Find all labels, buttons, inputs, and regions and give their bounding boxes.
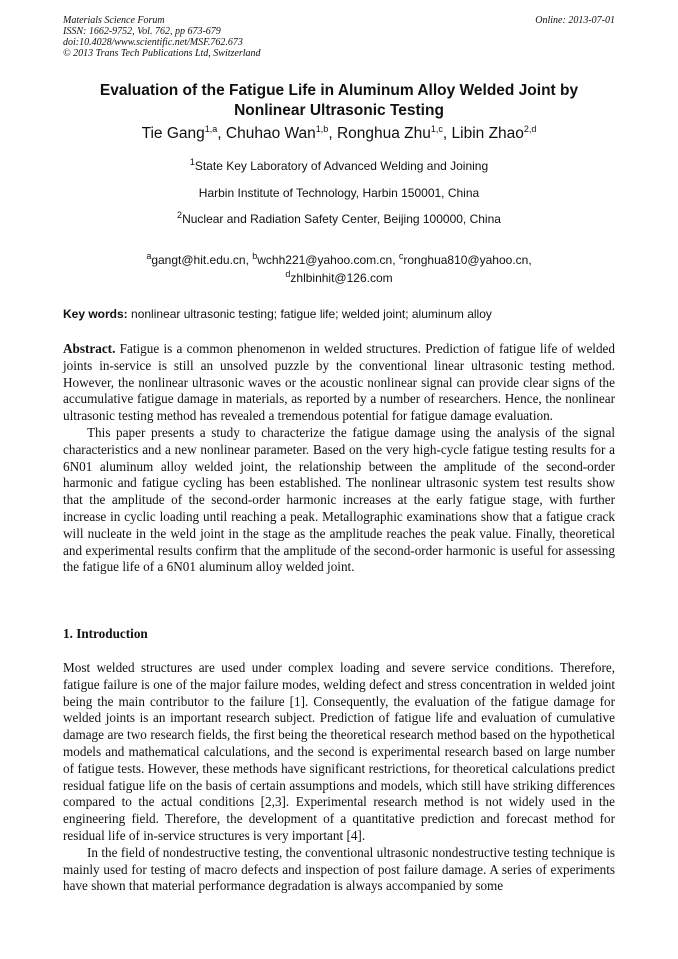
email-address: ronghua810@yahoo.cn: [403, 253, 529, 267]
email-line-1: $^a$gangt@hit.edu.cn, $^b$wchh221@yahoo.com.cn, $^c$ronghua810@yahoo.cn,: [146, 251, 532, 267]
email-address: zhlbinhit@126.com: [290, 271, 393, 285]
email-line-2: [63, 270, 615, 286]
title-line-1: Evaluation of the Fatigue Life in Aluminum Alloy Welded Joint by: [99, 82, 579, 99]
abstract-paragraph-2: This paper presents a study to characterize the fatigue damage using the analysis of the signal characteristics and a new nonlinear parameter. Based on the very high-cycle fatigue testing results for a 6N01 aluminum alloy welded joint, the relationship between the amplitude of the second-order harmonic and fatigue cycling has been established. The nonlinear ultrasonic system test results show that the amplitude of the second-order harmonic increases at the early fatigue stage, with further increase in cyclic loading until reaching a peak. Metallographic examinations show that a fatigue crack will nucleate in the weld joint in the stage as the amplitude reaches the peak value. Finally, theoretical and experimental results confirm that the amplitude of the second-order harmonic is useful for assessing the fatigue life of a 6N01 aluminum alloy welded joint.: [63, 424, 615, 575]
journal-name: Materials Science Forum: [63, 15, 165, 26]
author-sup: 1,b: [315, 123, 329, 134]
affiliation-sup: 1: [189, 157, 195, 167]
author-sup: 1,a: [204, 123, 218, 134]
copyright-line: © 2013 Trans Tech Publications Ltd, Switzerland: [63, 48, 261, 59]
abstract-paragraph-1: [63, 341, 615, 425]
issn-line: ISSN: 1662-9752, Vol. 762, pp 673-679: [63, 26, 221, 37]
journal-header: [63, 15, 615, 59]
email-sup: b: [252, 251, 258, 261]
email-sup: a: [146, 251, 152, 261]
title-line-2: Nonlinear Ultrasonic Testing: [234, 102, 444, 119]
keywords: [63, 306, 615, 322]
author-name: Tie Gang: [141, 125, 205, 142]
author-sup: 2,d: [523, 123, 537, 134]
affiliation-text: Nuclear and Radiation Safety Center, Beijing 100000, China: [182, 212, 501, 226]
paper-title: [63, 81, 615, 121]
intro-paragraph-2: In the field of nondestructive testing, the conventional ultrasonic nondestructive testing technique is mainly used for testing of macro defects and inspection of post failure damage. A series of experiments have shown that material performance degradation is always accompanied by some: [63, 844, 615, 894]
section-heading: 1. Introduction: [63, 626, 148, 641]
affiliation-2: [63, 211, 615, 227]
abstract-label: Abstract.: [63, 341, 116, 356]
author-sup: 1,c: [430, 123, 443, 134]
author-name: Chuhao Wan: [225, 125, 316, 142]
keywords-text: nonlinear ultrasonic testing; fatigue life; welded joint; aluminum alloy: [131, 307, 492, 321]
abstract-text: Fatigue is a common phenomenon in welded structures. Prediction of fatigue life of welded joints in-service is still an unsolved puzzle by the conventional linear ultrasonic testing method. However, the nonlinear ultrasonic waves or the acoustic nonlinear signal can provide clear signs of the accumulative fatigue damage in materials, as reported by a number of researchers. Hence, the nonlinear ultrasonic testing method has revealed a tremendous potential for fatigue damage evaluation.: [63, 341, 616, 424]
abstract: [63, 341, 615, 576]
affiliation-sup: 2: [177, 210, 183, 220]
author-name: Ronghua Zhu: [336, 125, 431, 142]
intro-paragraph-1: Most welded structures are used under complex loading and severe service conditions. Therefore, fatigue failure is one of the major failure modes, welding defect and stress concentration in welded joint being the main contributor to the failure [1]. Consequently, the evaluation of the fatigue damage for welded joints is an important research subject. Prediction of fatigue life and evaluation of cumulative damage are two research fields, the first being the theoretical research method based on the hypothetical models and mathematical calculations, and the second is experimental research based on large number of fatigue tests. However, these methods have significant restrictions, for theoretical calculations predict residual fatigue life on the basis of certain assumptions and models, which still have striking differences compared to the actual conditions [2,3]. Experimental research method is not widely used in the engineering field. Therefore, the development of a quantitative prediction and forecast method for residual life of in-service structures is very important [4].: [63, 660, 615, 843]
email-sup: c: [398, 251, 404, 261]
affiliation-1-line-2: Harbin Institute of Technology, Harbin 150001, China: [198, 186, 480, 200]
email-address: wchh221@yahoo.com.cn: [257, 253, 393, 267]
affiliation-1-line-1: [63, 158, 615, 174]
doi-line: doi:10.4028/www.scientific.net/MSF.762.673: [63, 37, 243, 48]
email-sup: d: [285, 269, 291, 279]
introduction: [63, 660, 615, 895]
author-name: Libin Zhao: [451, 125, 524, 142]
keywords-label: Key words:: [63, 307, 128, 321]
online-date: Online: 2013-07-01: [535, 15, 615, 26]
author-list: Tie Gang$^{1,a}$, Chuhao Wan$^{1,b}$, Ronghua Zhu$^{1,c}$, Libin Zhao$^{2,d}$: [141, 123, 537, 142]
affiliation-text: State Key Laboratory of Advanced Welding and Joining: [194, 159, 489, 173]
email-address: gangt@hit.edu.cn: [151, 253, 246, 267]
